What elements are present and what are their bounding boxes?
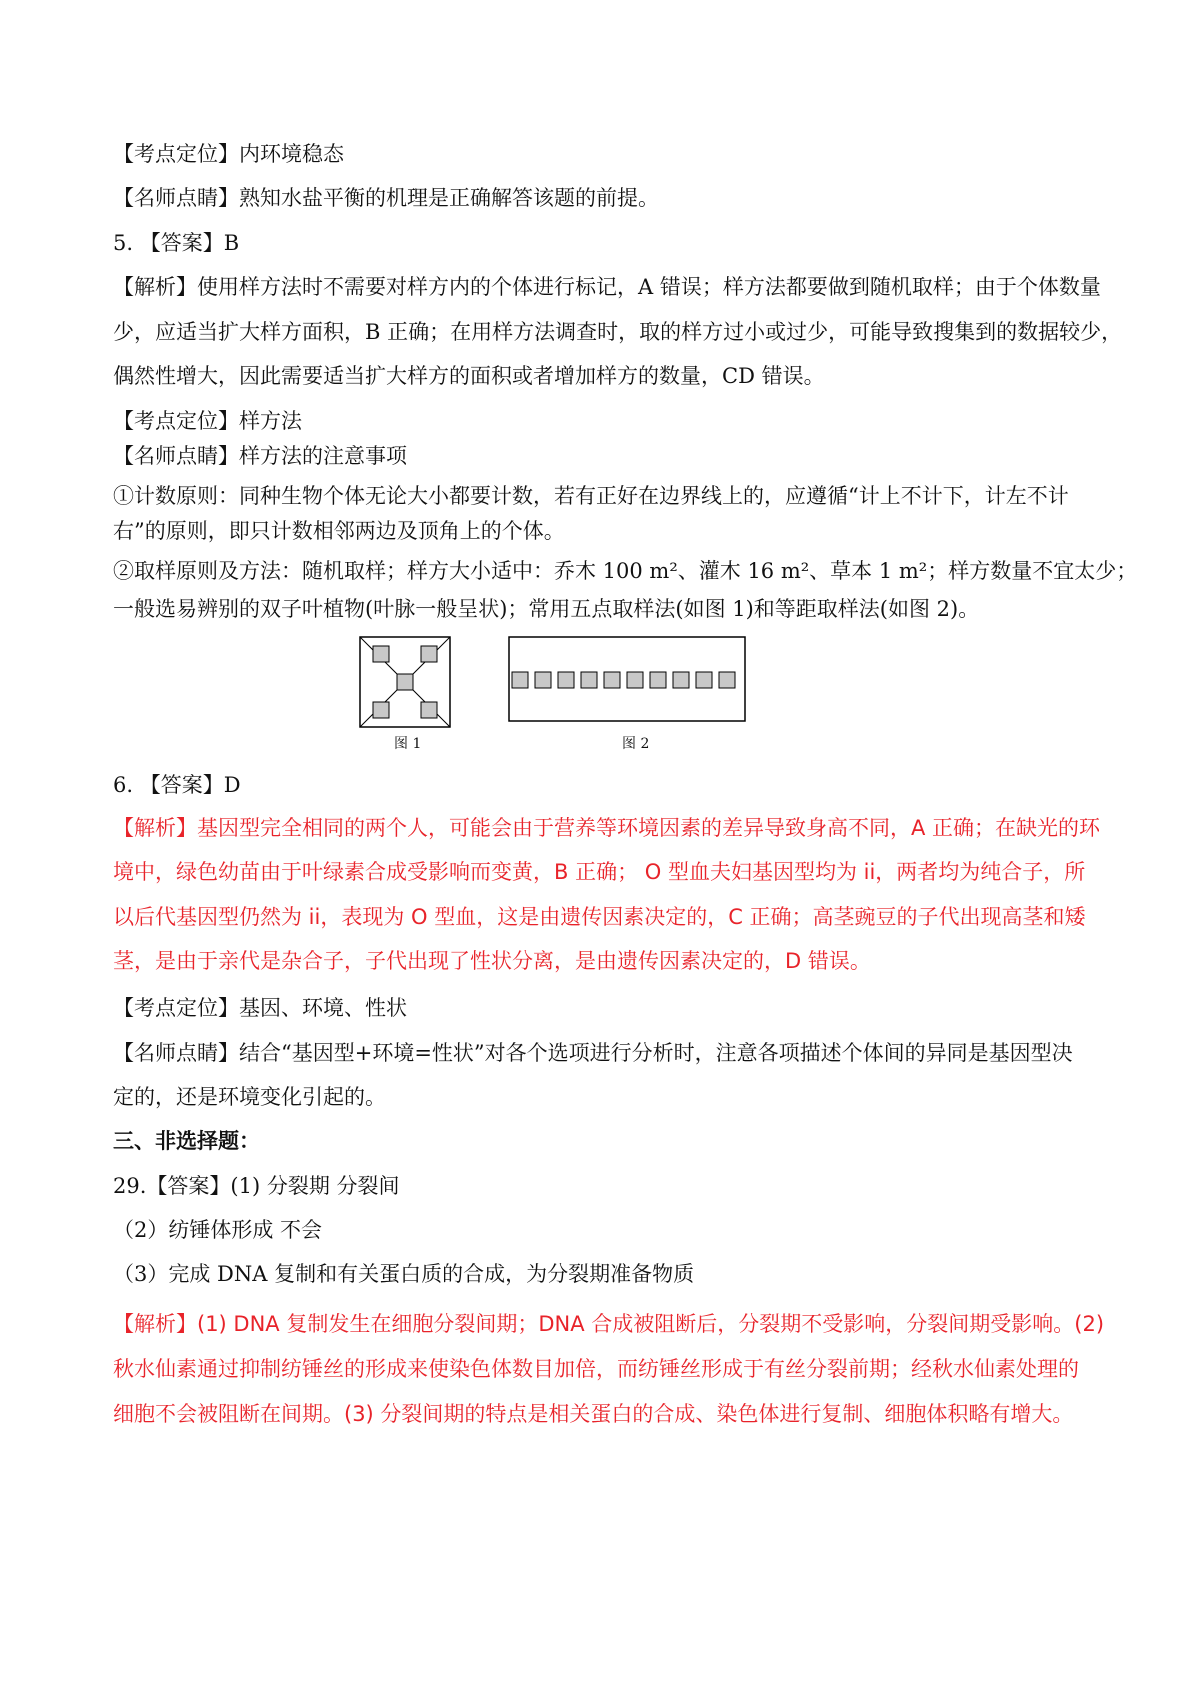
line-q6-analysis-2: 境中，绿色幼苗由于叶绿素合成受影响而变黄，B 正确； O 型血夫妇基因型均为 ii，两者均为纯合子，所 <box>113 860 1086 884</box>
line-mingshi-1: 【名师点睛】熟知水盐平衡的机理是正确解答该题的前提。 <box>113 186 659 210</box>
line-q29-answer-2: （2）纺锤体形成 不会 <box>113 1218 323 1242</box>
line-q29-answer-3: （3）完成 DNA 复制和有关蛋白质的合成，为分裂期准备物质 <box>113 1262 695 1286</box>
line-kaodian-2: 【考点定位】样方法 <box>113 409 302 433</box>
figure-2-label: 图 2 <box>622 736 650 752</box>
line-rule1-a: ①计数原则：同种生物个体无论大小都要计数，若有正好在边界线上的，应遵循“计上不计下，计左不计 <box>113 484 1069 508</box>
line-mingshi-3b: 定的，还是环境变化引起的。 <box>113 1085 386 1109</box>
line-q29-analysis-3: 细胞不会被阻断在间期。(3) 分裂间期的特点是相关蛋白的合成、染色体进行复制、细胞体积略有增大。 <box>113 1402 1074 1426</box>
line-q29-analysis-1: 【解析】(1) DNA 复制发生在细胞分裂间期；DNA 合成被阻断后，分裂期不受影响，分裂间期受影响。(2) <box>113 1312 1105 1336</box>
figure-1-five-point-sampling <box>359 636 451 728</box>
figure-1-label: 图 1 <box>394 736 422 752</box>
line-q5-analysis-3: 偶然性增大，因此需要适当扩大样方的面积或者增加样方的数量，CD 错误。 <box>113 364 825 388</box>
line-q6-answer: 6. 【答案】D <box>113 773 241 797</box>
line-rule2-b: 一般选易辨别的双子叶植物(叶脉一般呈状)；常用五点取样法(如图 1)和等距取样法(如图 2)。 <box>113 597 980 621</box>
line-q6-analysis-1: 【解析】基因型完全相同的两个人，可能会由于营养等环境因素的差异导致身高不同，A 正确；在缺光的环 <box>113 816 1101 840</box>
line-kaodian-3: 【考点定位】基因、环境、性状 <box>113 996 407 1020</box>
figure-2-equidistant-sampling <box>508 636 748 722</box>
line-q6-analysis-3: 以后代基因型仍然为 ii，表现为 O 型血，这是由遗传因素决定的，C 正确；高茎豌豆的子代出现高茎和矮 <box>113 905 1086 929</box>
line-rule1-b: 右”的原则，即只计数相邻两边及顶角上的个体。 <box>113 519 565 543</box>
line-rule2-a: ②取样原则及方法：随机取样；样方大小适中：乔木 100 m²、灌木 16 m²、草本 1 m²；样方数量不宜太少； <box>113 559 1138 583</box>
line-mingshi-2: 【名师点睛】样方法的注意事项 <box>113 444 407 468</box>
line-q5-analysis-1: 【解析】使用样方法时不需要对样方内的个体进行标记，A 错误；样方法都要做到随机取样；由于个体数量 <box>113 275 1101 299</box>
line-q6-analysis-4: 茎，是由于亲代是杂合子，子代出现了性状分离，是由遗传因素决定的，D 错误。 <box>113 949 871 973</box>
line-q29-answer: 29.【答案】(1) 分裂期 分裂间 <box>113 1174 400 1198</box>
line-q29-analysis-2: 秋水仙素通过抑制纺锤丝的形成来使染色体数目加倍，而纺锤丝形成于有丝分裂前期；经秋水仙素处理的 <box>113 1357 1079 1381</box>
line-kaodian-1: 【考点定位】内环境稳态 <box>113 142 344 166</box>
line-q5-analysis-2: 少，应适当扩大样方面积，B 正确；在用样方法调查时，取的样方过小或过少，可能导致搜集到的数据较少， <box>113 320 1123 344</box>
line-q5-answer: 5. 【答案】B <box>113 231 240 255</box>
line-mingshi-3a: 【名师点睛】结合“基因型+环境=性状”对各个选项进行分析时，注意各项描述个体间的异同是基因型决 <box>113 1041 1073 1065</box>
section-heading: 三、非选择题： <box>113 1128 260 1153</box>
